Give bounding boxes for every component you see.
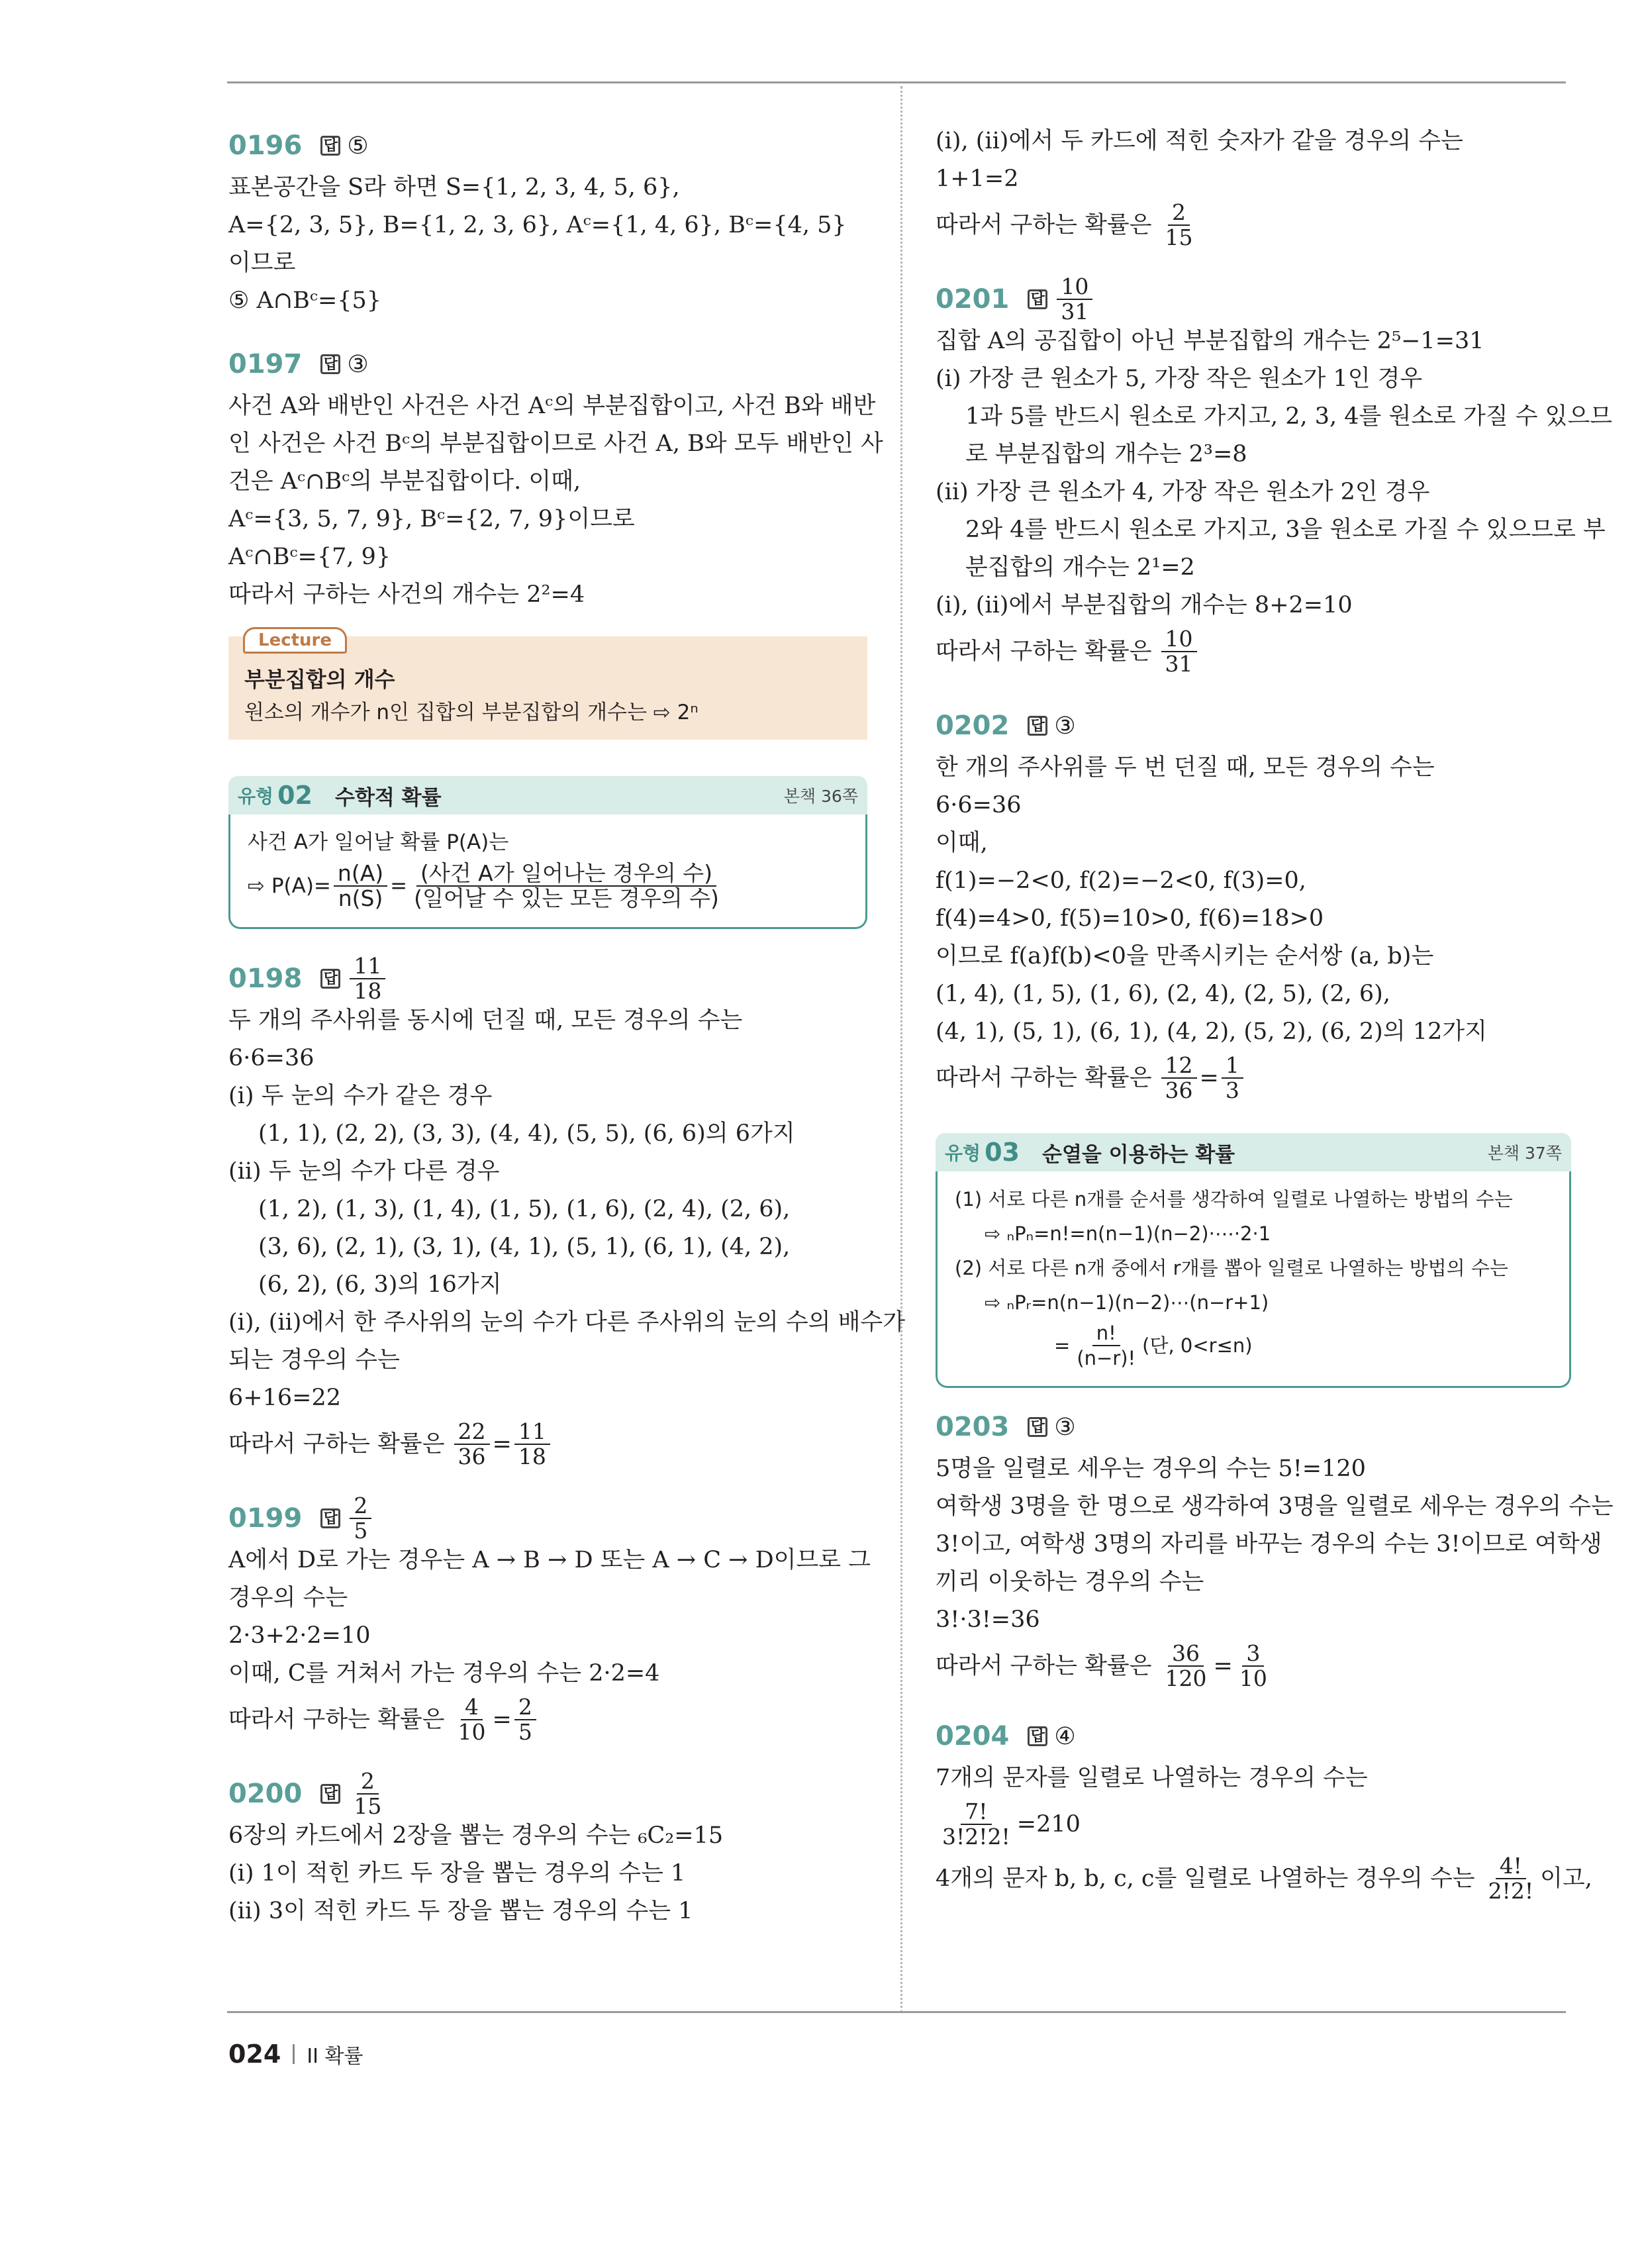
solution-line: (i), (ii)에서 한 주사위의 눈의 수가 다른 주사위의 눈의 수의 배수가 bbox=[228, 1309, 906, 1336]
solution-line: 이므로 f(a)f(b)<0을 만족시키는 순서쌍 (a, b)는 bbox=[936, 943, 1434, 969]
type-line: (2) 서로 다른 n개 중에서 r개를 뽑아 일렬로 나열하는 방법의 수는 bbox=[955, 1257, 1508, 1279]
solution-line: ⑤ A∩Bᶜ={5} bbox=[228, 287, 382, 314]
equals: = bbox=[1199, 1064, 1219, 1091]
answer-value: ③ bbox=[1054, 712, 1076, 740]
formula-prefix: ⇨ P(A)= bbox=[248, 874, 331, 898]
fraction bbox=[938, 1800, 1014, 1849]
result-line bbox=[936, 198, 1571, 252]
denominator: 31 bbox=[1165, 651, 1193, 677]
problem-number: 0201 bbox=[936, 284, 1010, 315]
denominator: 10 bbox=[458, 1719, 486, 1745]
type-reference: 본책 37쪽 bbox=[1487, 1144, 1562, 1163]
result-text: 따라서 구하는 확률은 bbox=[936, 211, 1152, 238]
numerator: 36 bbox=[1168, 1642, 1204, 1667]
numerator: 4! bbox=[1496, 1854, 1526, 1879]
denominator: 31 bbox=[1061, 299, 1089, 324]
result-text: 따라서 구하는 확률은 bbox=[936, 1652, 1152, 1679]
solution-line: A={2, 3, 5}, B={1, 2, 3, 6}, Aᶜ={1, 4, 6}, Bᶜ={4, 5} bbox=[228, 212, 847, 238]
problem-0197-header bbox=[228, 341, 867, 387]
fraction bbox=[410, 862, 723, 911]
solution-line: 이므로 bbox=[228, 250, 296, 276]
lecture-tab: Lecture bbox=[243, 627, 347, 654]
solution-line: (i) 1이 적힌 카드 두 장을 뽑는 경우의 수는 1 bbox=[228, 1860, 686, 1887]
equals: = bbox=[1054, 1334, 1071, 1357]
fraction bbox=[1057, 275, 1092, 324]
equals: = bbox=[492, 1430, 512, 1457]
answer-icon: 답 bbox=[1028, 289, 1047, 309]
denominator: 3!2!2! bbox=[942, 1824, 1010, 1849]
fraction bbox=[514, 1420, 550, 1469]
lecture-box bbox=[228, 630, 867, 740]
result-text: 따라서 구하는 확률은 bbox=[228, 1430, 445, 1457]
type-number: 03 bbox=[985, 1138, 1020, 1167]
solution-line: (ii) 두 눈의 수가 다른 경우 bbox=[228, 1158, 500, 1185]
type-02-box bbox=[228, 776, 867, 929]
numerator: 10 bbox=[1161, 627, 1197, 652]
solution-line: (ii) 3이 적힌 카드 두 장을 뽑는 경우의 수는 1 bbox=[228, 1898, 693, 1924]
solution-line: 로 부분집합의 개수는 2³=8 bbox=[965, 441, 1247, 468]
solution-line: (i), (ii)에서 부분집합의 개수는 8+2=10 bbox=[936, 592, 1353, 618]
fraction bbox=[1161, 1054, 1197, 1103]
solution-line: 3!·3!=36 bbox=[936, 1606, 1040, 1633]
answer bbox=[320, 1769, 388, 1818]
answer bbox=[320, 954, 388, 1003]
answer-value: ④ bbox=[1054, 1722, 1076, 1750]
right-column bbox=[936, 123, 1614, 1906]
bottom-rule bbox=[227, 2011, 1566, 2013]
answer-value: ③ bbox=[347, 350, 369, 378]
solution-line bbox=[936, 1797, 1571, 1851]
result-text: 따라서 구하는 확률은 bbox=[936, 638, 1152, 665]
solution-line: 집합 A의 공집합이 아닌 부분집합의 개수는 2⁵−1=31 bbox=[936, 328, 1484, 354]
numerator: 2 bbox=[350, 1494, 371, 1519]
numerator: 2 bbox=[514, 1695, 536, 1720]
problem-0200-header bbox=[228, 1768, 867, 1819]
solution-line: 2·3+2·2=10 bbox=[228, 1622, 371, 1649]
denominator: 36 bbox=[1165, 1077, 1193, 1103]
solution-line: 한 개의 주사위를 두 번 던질 때, 모든 경우의 수는 bbox=[936, 754, 1435, 781]
solution-line: (1, 2), (1, 3), (1, 4), (1, 5), (1, 6), (2, 4), (2, 6), bbox=[258, 1196, 791, 1222]
problem-0204-header bbox=[936, 1713, 1571, 1759]
problem-number: 0202 bbox=[936, 711, 1010, 741]
fraction bbox=[350, 1769, 385, 1818]
fraction bbox=[454, 1420, 490, 1469]
type-line: 사건 A가 일어날 확률 P(A)는 bbox=[248, 830, 509, 854]
solution-line: 사건 A와 배반인 사건은 사건 Aᶜ의 부분집합이고, 사건 B와 배반 bbox=[228, 393, 876, 419]
solution-line: 따라서 구하는 사건의 개수는 2²=4 bbox=[228, 581, 585, 608]
type-03-box bbox=[936, 1133, 1571, 1388]
solution-line: 6·6=36 bbox=[228, 1045, 314, 1071]
denominator: 18 bbox=[518, 1444, 546, 1469]
fraction bbox=[454, 1695, 490, 1744]
footer-separator bbox=[293, 2044, 295, 2064]
top-rule bbox=[227, 81, 1566, 83]
type-title: 순열을 이용하는 확률 bbox=[1042, 1142, 1235, 1167]
problem-0199-header bbox=[228, 1495, 867, 1542]
denominator: (일어날 수 있는 모든 경우의 수) bbox=[414, 885, 719, 911]
type-tag: 유형 bbox=[238, 785, 274, 807]
type-reference: 본책 36쪽 bbox=[783, 787, 858, 806]
answer-icon: 답 bbox=[1028, 716, 1047, 736]
numerator: 22 bbox=[454, 1420, 490, 1445]
solution-line: f(1)=−2<0, f(2)=−2<0, f(3)=0, bbox=[936, 867, 1306, 894]
solution-text: 4개의 문자 b, b, c, c를 일렬로 나열하는 경우의 수는 bbox=[936, 1865, 1475, 1892]
problem-0196-header bbox=[228, 123, 867, 169]
problem-0198-header bbox=[228, 953, 867, 1004]
solution-line: 5명을 일렬로 세우는 경우의 수는 5!=120 bbox=[936, 1455, 1366, 1482]
denominator: 36 bbox=[458, 1444, 486, 1469]
answer-icon: 답 bbox=[320, 969, 340, 989]
solution-line: 1과 5를 반드시 원소로 가지고, 2, 3, 4를 원소로 가질 수 있으므 bbox=[965, 403, 1613, 430]
problem-0203-header bbox=[936, 1404, 1571, 1450]
type-header bbox=[228, 776, 867, 814]
numerator: 11 bbox=[514, 1420, 550, 1445]
solution-line: Aᶜ={3, 5, 7, 9}, Bᶜ={2, 7, 9}이므로 bbox=[228, 506, 635, 532]
type-line: (1) 서로 다른 n개를 순서를 생각하여 일렬로 나열하는 방법의 수는 bbox=[955, 1188, 1513, 1210]
numerator: n! bbox=[1092, 1321, 1120, 1346]
column-divider bbox=[900, 86, 902, 2013]
fraction bbox=[514, 1695, 536, 1744]
solution-line: 건은 Aᶜ∩Bᶜ의 부분집합이다. 이때, bbox=[228, 468, 581, 495]
numerator: 3 bbox=[1242, 1642, 1264, 1667]
answer bbox=[320, 1494, 374, 1543]
numerator: 2 bbox=[1168, 201, 1190, 226]
numerator: 4 bbox=[461, 1695, 483, 1720]
type-number: 02 bbox=[277, 781, 313, 810]
solution-line: 인 사건은 사건 Bᶜ의 부분집합이므로 사건 A, B와 모두 배반인 사 bbox=[228, 430, 883, 457]
result-line bbox=[936, 624, 1571, 679]
answer-icon: 답 bbox=[320, 1784, 340, 1804]
fraction bbox=[1073, 1321, 1139, 1370]
lecture-title: 부분집합의 개수 bbox=[244, 667, 395, 692]
type-line bbox=[955, 1320, 1552, 1371]
solution-text: =210 bbox=[1016, 1810, 1081, 1838]
denominator: 2!2! bbox=[1488, 1878, 1534, 1904]
fraction bbox=[1222, 1054, 1243, 1103]
fraction bbox=[350, 1494, 371, 1543]
problem-number: 0198 bbox=[228, 963, 303, 994]
denominator: 10 bbox=[1239, 1665, 1267, 1691]
numerator: 12 bbox=[1161, 1054, 1197, 1079]
answer bbox=[1028, 1414, 1075, 1441]
solution-line: (i), (ii)에서 두 카드에 적힌 숫자가 같을 경우의 수는 bbox=[936, 128, 1463, 154]
solution-line: (1, 1), (2, 2), (3, 3), (4, 4), (5, 5), (6, 6)의 6가지 bbox=[258, 1120, 795, 1147]
problem-number: 0204 bbox=[936, 1721, 1010, 1751]
solution-line: Aᶜ∩Bᶜ={7, 9} bbox=[228, 544, 391, 570]
result-line bbox=[228, 1417, 867, 1471]
answer-icon: 답 bbox=[320, 136, 340, 156]
solution-line: 이때, C를 거쳐서 가는 경우의 수는 2·2=4 bbox=[228, 1660, 660, 1687]
solution-line: 2와 4를 반드시 원소로 가지고, 3을 원소로 가질 수 있으므로 부 bbox=[965, 517, 1606, 543]
equals: = bbox=[390, 874, 408, 898]
problem-number: 0197 bbox=[228, 349, 303, 379]
page-number: 024 bbox=[228, 2040, 281, 2069]
solution-line: (1, 4), (1, 5), (1, 6), (2, 4), (2, 5), (2, 6), bbox=[936, 981, 1390, 1007]
solution-line: 6+16=22 bbox=[228, 1385, 341, 1411]
problem-number: 0203 bbox=[936, 1412, 1010, 1442]
condition-text: (단, 0<r≤n) bbox=[1142, 1334, 1253, 1357]
lecture-body: 원소의 개수가 n인 집합의 부분집합의 개수는 ⇨ 2ⁿ bbox=[244, 701, 699, 724]
answer-icon: 답 bbox=[1028, 1417, 1047, 1437]
problem-number: 0196 bbox=[228, 130, 303, 161]
answer-icon: 답 bbox=[1028, 1726, 1047, 1746]
solution-line: 3!이고, 여학생 3명의 자리를 바꾸는 경우의 수는 3!이므로 여학생 bbox=[936, 1531, 1602, 1557]
numerator: 7! bbox=[961, 1800, 991, 1825]
denominator: 5 bbox=[354, 1518, 368, 1544]
solution-line: (ii) 가장 큰 원소가 4, 가장 작은 원소가 2인 경우 bbox=[936, 479, 1430, 505]
result-line bbox=[936, 1051, 1571, 1105]
answer-value: ③ bbox=[1054, 1413, 1076, 1441]
solution-line: 여학생 3명을 한 명으로 생각하여 3명을 일렬로 세우는 경우의 수는 bbox=[936, 1493, 1614, 1520]
solution-line: 6장의 카드에서 2장을 뽑는 경우의 수는 ₆C₂=15 bbox=[228, 1822, 724, 1849]
type-content bbox=[228, 814, 867, 929]
solution-line: 분집합의 개수는 2¹=2 bbox=[965, 554, 1195, 581]
answer bbox=[320, 351, 368, 378]
type-tag: 유형 bbox=[945, 1142, 981, 1164]
solution-line: (6, 2), (6, 3)의 16가지 bbox=[258, 1271, 502, 1298]
type-content bbox=[936, 1171, 1571, 1388]
denominator: (n−r)! bbox=[1077, 1347, 1136, 1369]
type-title: 수학적 확률 bbox=[335, 785, 442, 810]
fraction bbox=[1161, 1642, 1211, 1691]
problem-number: 0200 bbox=[228, 1779, 303, 1809]
type-header bbox=[936, 1133, 1571, 1171]
left-column bbox=[228, 123, 906, 1930]
solution-line: 두 개의 주사위를 동시에 던질 때, 모든 경우의 수는 bbox=[228, 1007, 743, 1034]
fraction bbox=[1235, 1642, 1271, 1691]
section-title: II 확률 bbox=[307, 2045, 363, 2068]
numerator: 1 bbox=[1222, 1054, 1243, 1079]
page-footer bbox=[228, 2040, 363, 2069]
denominator: 18 bbox=[354, 978, 382, 1004]
result-line bbox=[936, 1639, 1571, 1693]
denominator: 15 bbox=[354, 1793, 382, 1819]
answer-icon: 답 bbox=[320, 354, 340, 374]
solution-line: 1+1=2 bbox=[936, 166, 1019, 192]
solution-line: (i) 두 눈의 수가 같은 경우 bbox=[228, 1083, 493, 1109]
equals: = bbox=[1213, 1652, 1233, 1679]
solution-line: f(4)=4>0, f(5)=10>0, f(6)=18>0 bbox=[936, 905, 1324, 932]
answer-icon: 답 bbox=[320, 1508, 340, 1528]
answer-value: ⑤ bbox=[347, 132, 369, 160]
probability-formula bbox=[248, 860, 848, 912]
denominator: 3 bbox=[1225, 1077, 1239, 1103]
type-line: ⇨ ₙPₙ=n!=n(n−1)(n−2)·⋯·2·1 bbox=[985, 1222, 1271, 1245]
result-line bbox=[228, 1693, 867, 1747]
fraction bbox=[1161, 201, 1197, 250]
fraction bbox=[1161, 627, 1197, 676]
fraction bbox=[350, 954, 385, 1003]
answer bbox=[1028, 713, 1075, 740]
solution-line: 되는 경우의 수는 bbox=[228, 1347, 400, 1373]
solution-line bbox=[936, 1851, 1592, 1906]
solution-line: 표본공간을 S라 하면 S={1, 2, 3, 4, 5, 6}, bbox=[228, 174, 680, 201]
numerator: n(A) bbox=[334, 862, 387, 887]
denominator: 5 bbox=[518, 1719, 532, 1745]
result-text: 따라서 구하는 확률은 bbox=[228, 1706, 445, 1733]
answer bbox=[1028, 1723, 1075, 1750]
numerator: 10 bbox=[1057, 275, 1092, 300]
type-line: ⇨ ₙPᵣ=n(n−1)(n−2)⋯(n−r+1) bbox=[985, 1291, 1269, 1314]
solution-line: (4, 1), (5, 1), (6, 1), (4, 2), (5, 2), (6, 2)의 12가지 bbox=[936, 1018, 1487, 1045]
result-text: 따라서 구하는 확률은 bbox=[936, 1064, 1152, 1091]
solution-line: 7개의 문자를 일렬로 나열하는 경우의 수는 bbox=[936, 1765, 1368, 1791]
numerator: 2 bbox=[357, 1769, 379, 1795]
solution-line: (i) 가장 큰 원소가 5, 가장 작은 원소가 1인 경우 bbox=[936, 366, 1423, 392]
numerator: 11 bbox=[350, 954, 385, 979]
denominator: 120 bbox=[1165, 1665, 1207, 1691]
answer bbox=[1028, 275, 1095, 324]
fraction bbox=[334, 862, 387, 911]
problem-0201-header bbox=[936, 273, 1571, 324]
solution-line: 6·6=36 bbox=[936, 792, 1022, 818]
equals: = bbox=[492, 1706, 512, 1733]
solution-line: 이때, bbox=[936, 830, 988, 856]
problem-0202-header bbox=[936, 703, 1571, 749]
answer bbox=[320, 132, 368, 160]
solution-text: 이고, bbox=[1540, 1865, 1592, 1892]
problem-number: 0199 bbox=[228, 1503, 303, 1534]
solution-line: (3, 6), (2, 1), (3, 1), (4, 1), (5, 1), (6, 1), (4, 2), bbox=[258, 1234, 791, 1260]
solution-line: A에서 D로 가는 경우는 A → B → D 또는 A → C → D이므로 그 bbox=[228, 1547, 871, 1573]
solution-line: 끼리 이웃하는 경우의 수는 bbox=[936, 1569, 1204, 1595]
denominator: n(S) bbox=[338, 885, 383, 911]
fraction bbox=[1484, 1854, 1538, 1903]
denominator: 15 bbox=[1165, 224, 1193, 250]
solution-line: 경우의 수는 bbox=[228, 1585, 348, 1611]
numerator: (사건 A가 일어나는 경우의 수) bbox=[416, 862, 716, 887]
